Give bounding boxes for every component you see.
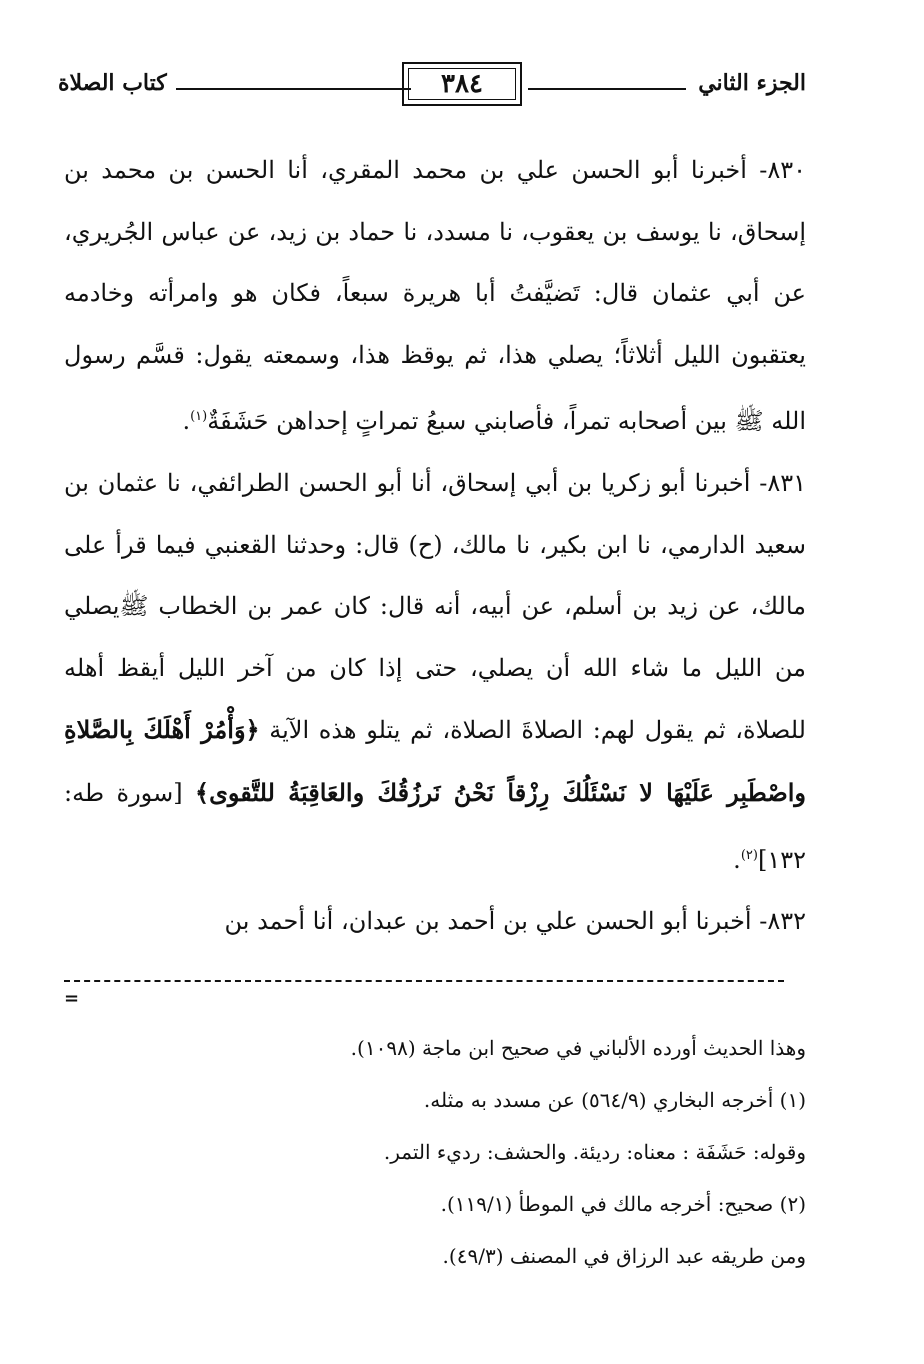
- volume-title: الجزء الثاني: [698, 70, 806, 96]
- footnote-line: وهذا الحديث أورده الألباني في صحيح ابن ماجة (١٠٩٨).: [350, 1036, 806, 1060]
- hadith-831: ٨٣١- أخبرنا أبو زكريا بن أبي إسحاق، أنا أبو الحسن الطرائفي، نا عثمان بن سعيد الدارمي، نا ابن بكير، نا مالك، (ح) قال: وحدثنا القعنبي فيما قرأ على مالك، عن زيد بن أسلم، عن أبيه، أنه قال: كان عمر بن الخطاب ﷺيصلي من الليل ما شاء الله أن يصلي، حتى إذا كان من آخر الليل أيقظ أهله للصلاة، ثم يقول لهم: الصلاةَ الصلاة، ثم يتلو هذه الآية ﴿وَأْمُرْ أَهْلَكَ بِالصَّلاةِ واصْطَبِر عَلَيْهَا لا نَسْئَلُكَ رِزْقاً نَحْنُ نَرزُقُكَ والعَاقِبَةُ للتَّقوى﴾ [سورة طه: ١٣٢]$^{(٢)}$.: [64, 468, 806, 874]
- footnote-divider: [64, 980, 784, 982]
- footnote-line: (٢) صحيح: أخرجه مالك في الموطأ (١١٩/١).: [440, 1192, 806, 1216]
- footnote-ref-2: (٢): [740, 847, 758, 863]
- quran-verse: ﴿وَأْمُرْ أَهْلَكَ بِالصَّلاةِ واصْطَبِر عَلَيْهَا لا نَسْئَلُكَ رِزْقاً نَحْنُ نَرزُقُكَ والعَاقِبَةُ للتَّقوى﴾: [64, 715, 806, 807]
- book-title: كتاب الصلاة: [58, 70, 167, 96]
- header-rule-right: [528, 88, 686, 90]
- hadith-830: ٨٣٠- أخبرنا أبو الحسن علي بن محمد المقري، أنا الحسن بن محمد بن إسحاق، نا يوسف بن يعقوب، نا مسدد، نا حماد بن زيد، عن عباس الجُريري، عن أبي عثمان قال: تَضيَّفتُ أبا هريرة سبعاً، فكان هو وامرأته وخادمه يعتقبون الليل أثلاثاً؛ يصلي هذا، ثم يوقظ هذا، وسمعته يقول: قسَّم رسول الله ﷺ بين أصحابه تمراً، فأصابني سبعُ تمراتٍ إحداهن حَشَفَةٌ$^{(١)}$.: [64, 156, 806, 436]
- header-rule-left: [176, 88, 411, 90]
- main-text: [64, 140, 806, 953]
- hadith-832: ٨٣٢- أخبرنا أبو الحسن علي بن أحمد بن عبدان، أنا أحمد بن: [224, 907, 806, 936]
- running-header: [58, 62, 806, 112]
- surah-reference: [سورة طه: ١٣٢]: [64, 778, 806, 874]
- footnotes: [150, 1022, 806, 1282]
- footnote-line: وقوله: حَشَفَة : معناه: رديئة. والحشف: رديء التمر.: [383, 1140, 806, 1164]
- page-number: ٣٨٤: [402, 62, 522, 106]
- continuation-mark: =: [64, 988, 80, 1009]
- footnote-line: ومن طريقه عبد الرزاق في المصنف (٤٩/٣).: [442, 1244, 806, 1268]
- footnote-line: (١) أخرجه البخاري (٥٦٤/٩) عن مسدد به مثله.: [423, 1088, 806, 1112]
- footnote-ref-1: (١): [190, 409, 208, 425]
